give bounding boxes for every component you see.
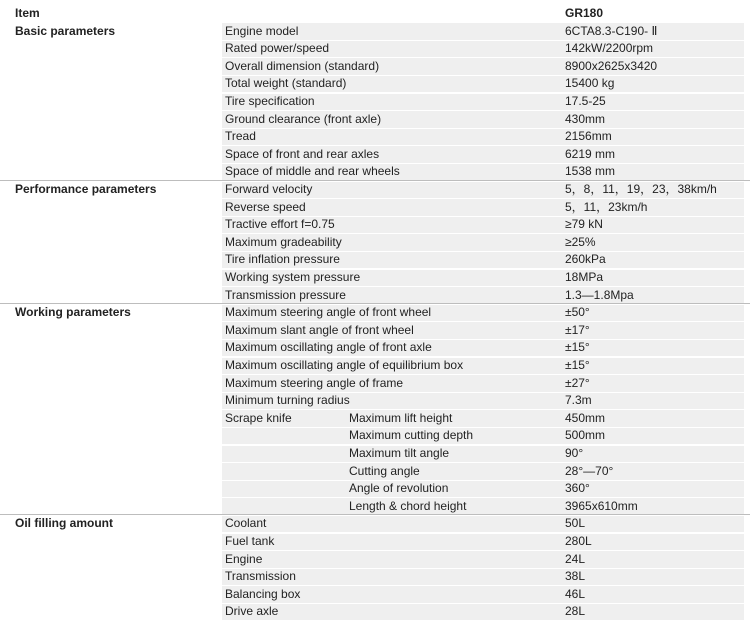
parameter-label: Fuel tank [225,534,275,548]
parameter-value: ≥79 kN [565,217,603,232]
table-row [0,40,750,58]
parameter-label: Space of middle and rear wheels [225,164,400,179]
parameter-value: 28°—70° [565,463,614,478]
parameter-label: Maximum oscillating angle of equilibrium box [225,358,464,372]
parameter-value: 8900x2625x3420 [565,58,658,73]
parameter-value: 17.5-25 [565,94,606,108]
table-row [0,533,750,551]
parameter-label: Balancing box [225,586,301,601]
parameter-label: Rated power/speed [225,41,330,56]
table-row [0,93,750,111]
table-row [0,515,750,533]
category-label: Performance parameters [15,182,157,196]
row-band [222,498,744,514]
sub-parameter-label: Cutting angle [349,463,420,478]
parameter-label: Maximum steering angle of frame [225,375,404,390]
parameter-label: Maximum steering angle of front wheel [225,305,432,320]
parameter-value: 50L [565,516,586,531]
parameter-label: Working system pressure [225,270,361,284]
row-band [222,551,744,567]
table-row [0,163,750,181]
parameter-label: Tire inflation pressure [225,252,340,267]
table-header-row [0,5,750,23]
category-label: Basic parameters [15,23,116,38]
parameter-label: Transmission [225,569,296,584]
parameter-label: Maximum gradeability [225,234,342,249]
parameter-label: Tread [225,129,256,144]
parameter-value: ±17° [565,322,590,337]
parameter-label: Tractive effort f=0.75 [225,217,335,232]
parameter-value: 2156mm [565,129,612,144]
parameter-value: ±50° [565,305,590,320]
table-row [0,251,750,269]
parameter-value: 46L [565,586,586,601]
row-band [222,428,744,444]
parameter-value: 15400 kg [565,76,615,91]
table-row [0,498,750,516]
row-band [222,446,744,462]
parameter-value: 28L [565,604,586,619]
sub-parameter-label: Maximum tilt angle [349,446,450,460]
parameter-value: 3965x610mm [565,498,638,513]
parameter-label: Overall dimension (standard) [225,58,380,73]
parameter-value: 1.3—1.8Mpa [565,287,634,302]
table-row [0,58,750,76]
sub-parameter-label: Maximum lift height [349,410,453,425]
table-row [0,357,750,375]
table-row [0,392,750,410]
table-row [0,551,750,569]
header-model: GR180 [565,6,604,20]
category-label: Working parameters [15,305,131,320]
table-row [0,181,750,199]
sub-parameter-label: Maximum cutting depth [349,428,474,443]
parameter-value: 360° [565,481,590,496]
header-item: Item [15,6,40,20]
parameter-label: Engine model [225,23,299,38]
parameter-value: 430mm [565,111,606,126]
table-row [0,586,750,604]
row-band [222,604,744,620]
parameter-value: ≥25% [565,234,596,249]
parameter-label: Forward velocity [225,182,313,196]
row-band [222,516,744,532]
table-row [0,410,750,428]
parameter-value: 5，8，11，19，23，38km/h [565,182,717,196]
table-row [0,445,750,463]
parameter-value: 500mm [565,428,606,443]
table-row [0,128,750,146]
parameter-value: 142kW/2200rpm [565,41,654,56]
parameter-value: 7.3m [565,393,592,408]
parameter-value: 1538 mm [565,164,616,179]
category-label: Oil filling amount [15,516,113,531]
row-band [222,410,744,426]
table-row [0,322,750,340]
table-row [0,216,750,234]
parameter-value: 6219 mm [565,146,616,161]
table-row [0,427,750,445]
row-band [222,481,744,497]
parameter-value: ±15° [565,358,590,372]
row-band [222,569,744,585]
parameter-label: Minimum turning radius [225,393,350,408]
table-row [0,287,750,305]
parameter-value: 260kPa [565,252,606,267]
parameter-value: 280L [565,534,592,548]
table-row [0,304,750,322]
parameter-label: Drive axle [225,604,279,619]
parameter-label: Tire specification [225,94,315,108]
table-row [0,480,750,498]
row-band [222,129,744,145]
sub-parameter-label: Angle of revolution [349,481,449,496]
table-row [0,568,750,586]
parameter-label: Coolant [225,516,267,531]
parameter-value: 18MPa [565,270,604,284]
table-row [0,603,750,621]
parameter-label: Reverse speed [225,199,306,214]
table-row [0,199,750,217]
parameter-label: Space of front and rear axles [225,146,380,161]
parameter-label: Scrape knife [225,410,292,425]
table-row [0,375,750,393]
parameter-value: 6CTA8.3-C190- Ⅱ [565,23,658,38]
table-row [0,269,750,287]
parameter-value: 24L [565,551,586,566]
table-row [0,146,750,164]
row-band [222,23,744,39]
parameter-label: Ground clearance (front axle) [225,111,382,126]
table-row [0,463,750,481]
table-row [0,23,750,41]
parameter-label: Total weight (standard) [225,76,347,91]
table-row [0,111,750,129]
parameter-label: Maximum oscillating angle of front axle [225,340,432,355]
parameter-value: 450mm [565,410,606,425]
parameter-value: 90° [565,446,584,460]
parameter-label: Maximum slant angle of front wheel [225,322,414,337]
table-row [0,339,750,357]
table-row [0,234,750,252]
parameter-value: 38L [565,569,586,584]
parameter-label: Transmission pressure [225,287,346,302]
table-row [0,75,750,93]
parameter-label: Engine [225,551,263,566]
sub-parameter-label: Length & chord height [349,498,467,513]
row-band [222,534,744,550]
parameter-value: 5，11，23km/h [565,199,648,214]
parameter-value: ±27° [565,375,590,390]
row-band [222,463,744,479]
parameter-value: ±15° [565,340,590,355]
